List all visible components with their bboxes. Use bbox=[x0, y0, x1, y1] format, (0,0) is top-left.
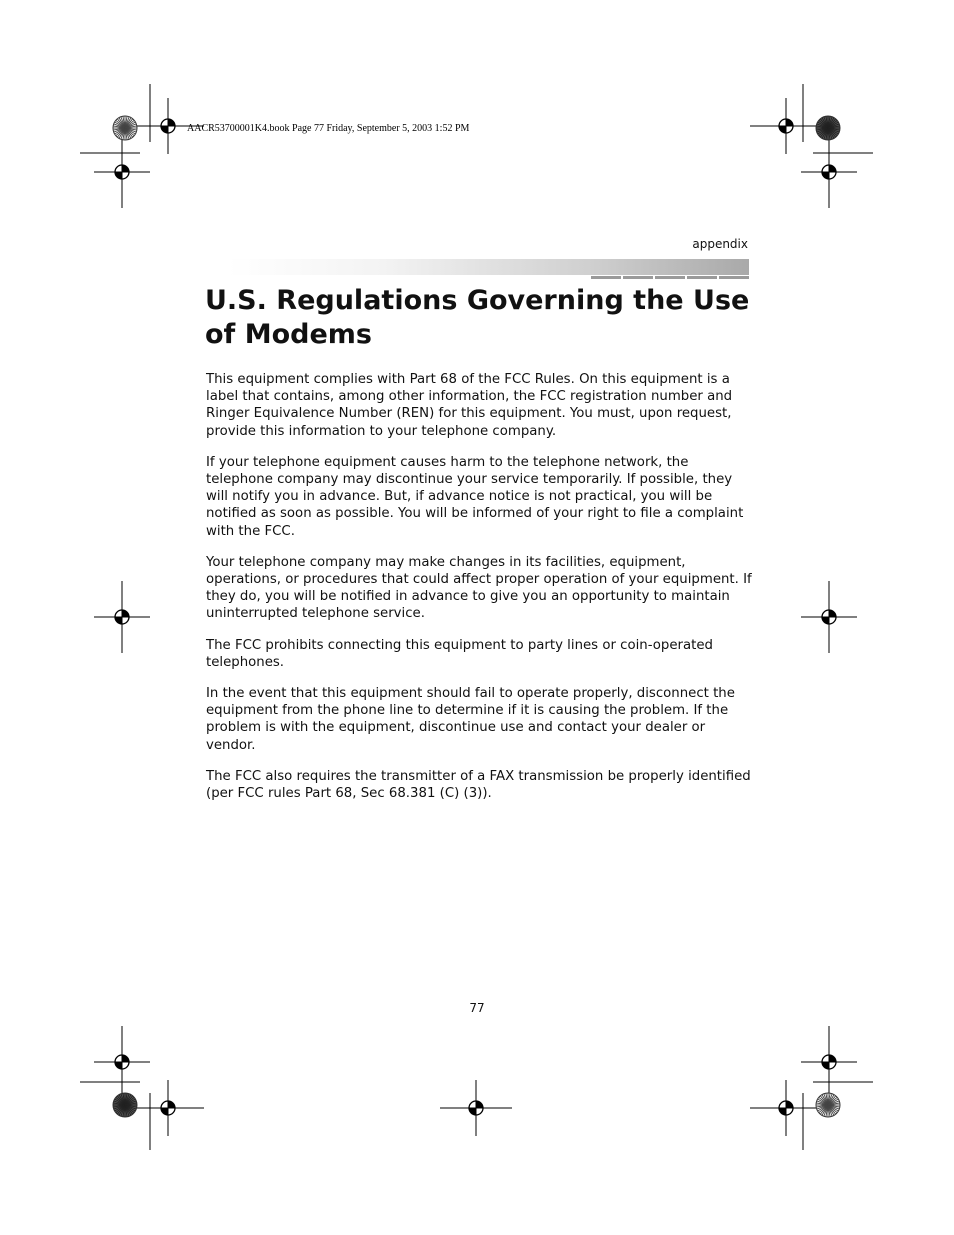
section-label: appendix bbox=[692, 237, 748, 251]
star-target-mark bbox=[113, 1093, 137, 1117]
paragraph: Your telephone company may make changes in its facilities, equipment, operations, or procedures that could affect proper operation of your equipment. If they do, you will be notified in advance to give you an opportunity to maintain uninterrupted telephone service. bbox=[206, 554, 752, 622]
paragraph: In the event that this equipment should fail to operate properly, disconnect the equipment from the phone line to determine if it is causing the problem. If the problem is with the equipment, discontinue use and contact your dealer or vendor. bbox=[206, 686, 735, 753]
registration-mark bbox=[801, 1026, 857, 1098]
paragraph: The FCC prohibits connecting this equipment to party lines or coin-operated telephones. bbox=[206, 637, 713, 670]
print-slug: AACR53700001K4.book Page 77 Friday, September 5, 2003 1:52 PM bbox=[187, 123, 470, 134]
star-target-mark bbox=[816, 116, 840, 140]
page-title: U.S. Regulations Governing the Use of Modems bbox=[205, 285, 750, 350]
registration-mark bbox=[801, 136, 857, 208]
registration-mark bbox=[440, 1080, 512, 1136]
body-text bbox=[206, 371, 754, 816]
paragraph: If your telephone equipment causes harm to the telephone network, the telephone company may discontinue your service temporarily. If possible, they will notify you in advance. But, if advance notice is not practical, you will be notified as soon as possible. You will be informed of your right to file a complaint with the FCC. bbox=[206, 454, 744, 539]
registration-mark bbox=[750, 98, 822, 154]
registration-mark bbox=[94, 1026, 150, 1098]
star-target-mark bbox=[816, 1093, 840, 1117]
registration-mark bbox=[801, 581, 857, 653]
star-target-mark bbox=[113, 116, 137, 140]
registration-mark bbox=[94, 136, 150, 208]
paragraph: The FCC also requires the transmitter of a FAX transmission be properly identified (per FCC rules Part 68, Sec 68.381 (C) (3)). bbox=[206, 768, 751, 802]
paragraph: This equipment complies with Part 68 of the FCC Rules. On this equipment is a label that contains, among other information, the FCC registration number and Ringer Equivalence Number (REN) for this equipment. You must, upon request, provide this information to your telephone company. bbox=[206, 372, 733, 439]
header-gradient-bar bbox=[228, 259, 749, 275]
registration-mark bbox=[94, 581, 150, 653]
registration-mark bbox=[750, 1080, 822, 1136]
header-segments bbox=[591, 276, 749, 279]
registration-mark bbox=[132, 1080, 204, 1136]
page-number: 77 bbox=[469, 1001, 485, 1015]
